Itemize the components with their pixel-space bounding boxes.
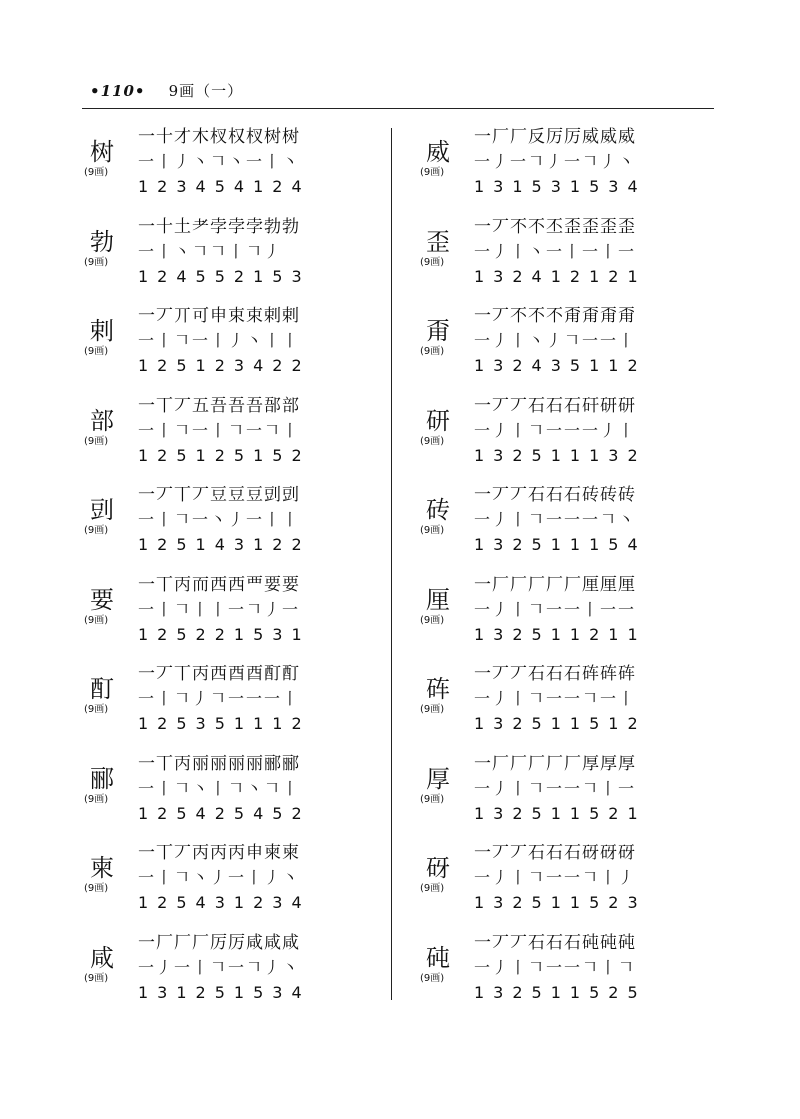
stroke-shapes: 一丨丿丶𠃍丶一丨丶 — [138, 152, 301, 171]
character-glyph: 咸 — [90, 943, 114, 972]
character-entry — [418, 926, 718, 1016]
character-entry — [82, 568, 382, 658]
stroke-shapes: 一丨𠃍丨丨一𠃍丿一 — [138, 599, 301, 619]
column-divider — [391, 128, 392, 1000]
stroke-build-sequence: 一丅丆丙丙丙申柬柬 — [138, 843, 300, 863]
stroke-shapes: 一丿一𠃍丿一𠃍丿丶 — [474, 152, 637, 171]
stroke-numbers: 132435112 — [474, 356, 647, 375]
stroke-build-sequence: 一厂厂反厉厉威威威 — [474, 127, 636, 147]
left-column — [82, 120, 382, 1015]
character-entry — [82, 747, 382, 837]
character-glyph: 威 — [426, 138, 450, 166]
stroke-count-tag: (9画) — [84, 435, 109, 447]
stroke-count-tag: (9画) — [84, 614, 109, 626]
character-entry — [418, 299, 718, 389]
character-glyph: 酊 — [90, 675, 114, 703]
stroke-count-tag: (9画) — [420, 972, 445, 984]
stroke-shapes: 一丨𠃍丶丿一丨丿丶 — [138, 868, 301, 887]
character-entry — [82, 926, 382, 1016]
stroke-build-sequence: 一丆丆石石石砖砖砖 — [474, 485, 636, 505]
stroke-build-sequence: 一丆丅丆豆豆豆剅剅 — [138, 485, 300, 505]
stroke-shapes: 一丨𠃍丿𠃍一一一丨 — [138, 689, 301, 708]
page-number: •110• — [90, 82, 146, 100]
stroke-numbers: 124552153 — [138, 266, 311, 286]
character-glyph: 剌 — [90, 317, 114, 345]
stroke-numbers: 131531534 — [474, 177, 647, 196]
character-glyph: 柬 — [90, 854, 114, 882]
stroke-build-sequence: 一丆丆石石石砗砗砗 — [474, 664, 636, 684]
stroke-count-tag: (9画) — [84, 972, 109, 984]
page-title: 9画（一） — [168, 82, 244, 100]
character-glyph: 郦 — [90, 764, 114, 793]
stroke-count-tag: (9画) — [84, 883, 109, 894]
stroke-build-sequence: 一丆丅丙西酉酉酊酊 — [138, 664, 300, 684]
character-glyph: 砗 — [426, 675, 450, 703]
stroke-numbers: 125351112 — [138, 714, 311, 733]
stroke-shapes: 一丿丨丶丿𠃍一一丨 — [474, 331, 637, 350]
character-entry — [418, 747, 718, 837]
stroke-count-tag: (9画) — [84, 256, 109, 268]
stroke-numbers: 125221531 — [138, 624, 311, 644]
stroke-count-tag: (9画) — [420, 704, 445, 715]
stroke-numbers: 131251534 — [138, 982, 311, 1002]
stroke-numbers: 132511154 — [474, 535, 647, 554]
character-entry — [82, 120, 382, 210]
character-entry — [82, 389, 382, 479]
stroke-count-tag: (9画) — [420, 435, 445, 447]
stroke-shapes: 一丿一丨𠃍一𠃍丿丶 — [138, 957, 301, 977]
stroke-shapes: 一丨𠃍一丨丿丶丨丨 — [138, 331, 301, 350]
stroke-count-tag: (9画) — [420, 256, 445, 268]
right-column — [418, 120, 718, 1015]
stroke-count-tag: (9画) — [84, 793, 109, 805]
character-entry — [82, 210, 382, 300]
stroke-build-sequence: 一十土耂孛孛孛勃勃 — [138, 216, 300, 237]
character-entry — [418, 836, 718, 926]
character-glyph: 部 — [90, 406, 114, 435]
character-glyph: 厚 — [426, 764, 450, 793]
stroke-count-tag: (9画) — [84, 167, 109, 178]
character-entry — [82, 299, 382, 389]
stroke-numbers: 123454124 — [138, 177, 311, 196]
character-glyph: 歪 — [426, 227, 450, 256]
character-glyph: 要 — [90, 585, 114, 614]
character-glyph: 甭 — [426, 317, 450, 345]
stroke-build-sequence: 一丅丙丽丽丽丽郦郦 — [138, 753, 300, 774]
stroke-build-sequence: 一丆丌可申束束剌剌 — [138, 306, 300, 326]
stroke-numbers: 125123422 — [138, 356, 311, 375]
stroke-numbers: 132511525 — [474, 982, 647, 1002]
stroke-numbers: 125125152 — [138, 445, 311, 465]
stroke-shapes: 一丿丨𠃍一一𠃍丨丿 — [474, 868, 637, 887]
character-entry — [82, 836, 382, 926]
stroke-shapes: 一丨𠃍一丶丿一丨丨 — [138, 510, 301, 529]
stroke-numbers: 132511521 — [474, 803, 647, 823]
stroke-build-sequence: 一丆丆石石石砘砘砘 — [474, 932, 636, 953]
stroke-build-sequence: 一厂厂厂厉厉咸咸咸 — [138, 932, 300, 953]
stroke-shapes: 一丨丶𠃍𠃍丨𠃍丿 — [138, 241, 283, 261]
stroke-numbers: 125431234 — [138, 893, 311, 912]
stroke-count-tag: (9画) — [84, 346, 109, 357]
page-header — [90, 80, 243, 101]
character-entry — [82, 478, 382, 568]
stroke-build-sequence: 一厂厂厂厂厂厚厚厚 — [474, 753, 636, 774]
stroke-numbers: 132511132 — [474, 445, 647, 465]
stroke-build-sequence: 一丆丆石石石矸研研 — [474, 395, 636, 416]
character-entry — [418, 478, 718, 568]
stroke-numbers: 132511211 — [474, 624, 647, 644]
stroke-shapes: 一丿丨𠃍一一一𠃍丶 — [474, 510, 637, 529]
character-entry — [418, 568, 718, 658]
stroke-numbers: 132412121 — [474, 266, 647, 286]
stroke-numbers: 125143122 — [138, 535, 311, 554]
stroke-build-sequence: 一十才木杈权杈树树 — [138, 127, 300, 147]
stroke-numbers: 132511512 — [474, 714, 647, 733]
stroke-count-tag: (9画) — [84, 525, 109, 536]
character-entry — [418, 120, 718, 210]
character-glyph: 研 — [426, 406, 450, 435]
character-glyph: 砑 — [426, 854, 450, 882]
stroke-shapes: 一丨𠃍一丨𠃍一𠃍丨 — [138, 420, 301, 440]
stroke-count-tag: (9画) — [420, 346, 445, 357]
character-entry — [418, 210, 718, 300]
character-glyph: 剅 — [90, 496, 114, 524]
character-glyph: 砘 — [426, 943, 450, 972]
stroke-numbers: 125425452 — [138, 803, 311, 823]
stroke-build-sequence: 一丆不不丕歪歪歪歪 — [474, 216, 636, 237]
character-glyph: 砖 — [426, 496, 450, 524]
character-entry — [418, 657, 718, 747]
stroke-shapes: 一丨𠃍丶丨𠃍丶𠃍丨 — [138, 778, 301, 798]
stroke-build-sequence: 一丆丆石石石砑砑砑 — [474, 843, 636, 863]
character-glyph: 树 — [90, 138, 114, 166]
stroke-shapes: 一丿丨𠃍一一𠃍丨𠃍 — [474, 957, 637, 977]
stroke-count-tag: (9画) — [420, 167, 445, 178]
header-rule — [82, 108, 714, 109]
stroke-shapes: 一丿丨𠃍一一丨一一 — [474, 599, 637, 619]
stroke-count-tag: (9画) — [420, 614, 445, 626]
stroke-shapes: 一丿丨𠃍一一𠃍丨一 — [474, 778, 637, 798]
stroke-count-tag: (9画) — [420, 883, 445, 894]
stroke-build-sequence: 一厂厂厂厂厂厘厘厘 — [474, 574, 636, 595]
stroke-count-tag: (9画) — [420, 793, 445, 805]
stroke-shapes: 一丿丨丶一丨一丨一 — [474, 241, 637, 261]
stroke-build-sequence: 一丅丆五吾吾吾郚部 — [138, 395, 300, 416]
stroke-shapes: 一丿丨𠃍一一𠃍一丨 — [474, 689, 637, 708]
character-glyph: 勃 — [90, 227, 114, 256]
stroke-count-tag: (9画) — [420, 525, 445, 536]
stroke-numbers: 132511523 — [474, 893, 647, 912]
stroke-build-sequence: 一丆不不不甭甭甭甭 — [474, 306, 636, 326]
stroke-count-tag: (9画) — [84, 704, 109, 715]
stroke-build-sequence: 一丅丙而西西覀要要 — [138, 574, 300, 595]
character-glyph: 厘 — [426, 585, 450, 614]
character-entry — [82, 657, 382, 747]
character-entry — [418, 389, 718, 479]
stroke-shapes: 一丿丨𠃍一一一丿丨 — [474, 420, 637, 440]
